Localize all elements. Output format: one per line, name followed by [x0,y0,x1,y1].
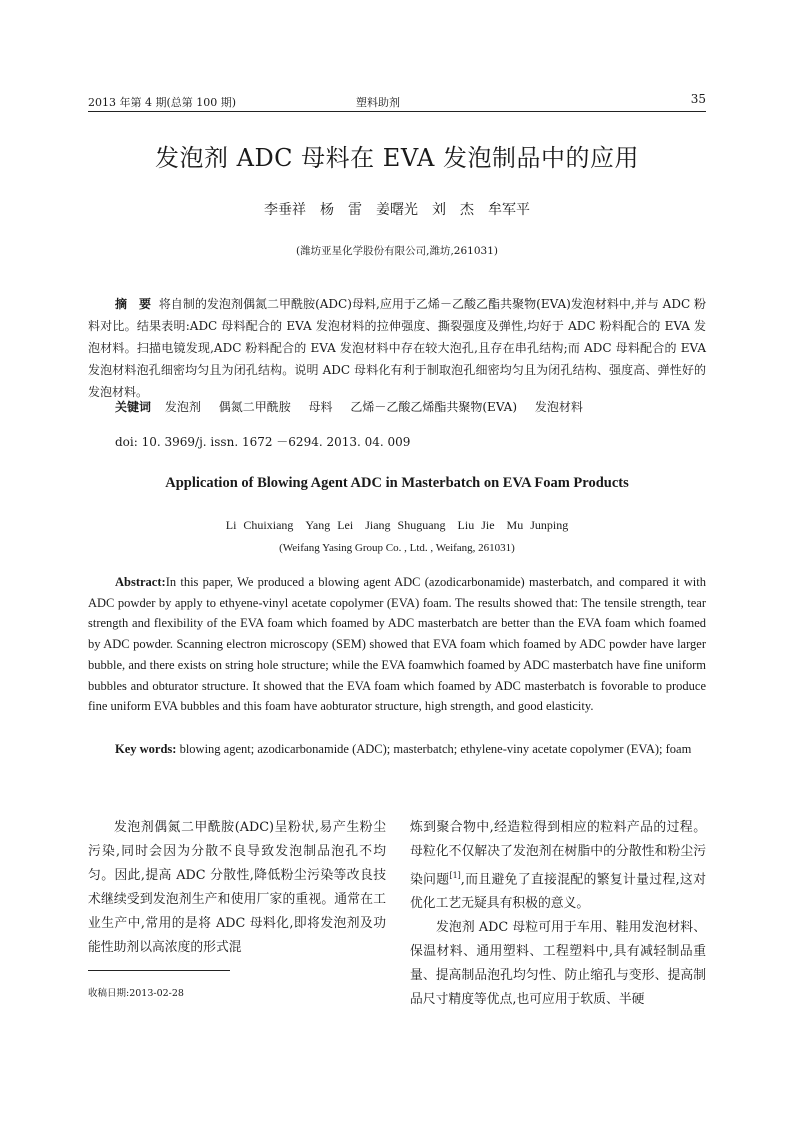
authors-cn: 李垂祥 杨 雷 姜曙光 刘 杰 牟军平 [264,202,530,218]
title-en: Application of Blowing Agent ADC in Masterbatch on EVA Foam Products [165,475,629,491]
journal-name: 塑料助剂 [356,96,400,109]
body-paragraph-continued [410,816,706,916]
issue-info: 2013 年第 4 期(总第 100 期) [88,96,237,109]
title-cn: 发泡剂 ADC 母料在 EVA 发泡制品中的应用 [154,144,639,172]
abstract-cn-text: 将自制的发泡剂偶氮二甲酰胺(ADC)母料,应用于乙烯－乙酸乙酯共聚物(EVA)发泡材料中,并与 ADC 粉料对比。结果表明:ADC 母料配合的 EVA 发泡材料的拉伸强度、撕裂强度及弹性,均好于 ADC 粉料配合的 EVA 发泡材料。扫描电镜发现,ADC 粉料配合的 EVA 发泡材料中存在较大泡孔,且存在串孔结构;而 ADC 母料配合的 EVA 发泡材料泡孔细密均匀且为闭孔结构。说明 ADC 母料化有利于制取泡孔细密均匀且为闭孔结构、强度高、弹性好的发泡材料。 [88,297,706,399]
body-column-left [88,816,386,960]
page-number: 35 [690,92,706,106]
body-text: 炼到聚合物中,经造粒得到相应的粒料产品的过程。母粒化不仅解决了发泡剂在树脂中的分散性和粉尘污染问题 [410,820,706,888]
affiliation-cn: (潍坊亚星化学股份有限公司,潍坊,261031) [296,245,498,257]
keyword-cn: 发泡材料 [534,400,583,414]
body-text: ,而且避免了直接混配的繁复计量过程,这对优化工艺无疑具有积极的意义。 [410,872,706,912]
affiliation-en: (Weifang Yasing Group Co. , Ltd. , Weifang, 261031) [279,542,515,554]
received-date: 收稿日期:2013-02-28 [88,988,184,999]
abstract-en [88,572,706,717]
abstract-en-label: Abstract: [115,575,166,589]
reference-mark[interactable]: [1] [449,871,461,880]
running-head [88,92,706,110]
abstract-cn [88,293,706,403]
keyword-cn: 偶氮二甲酰胺 [218,400,291,414]
keywords-en [88,739,706,760]
header-rule [88,111,706,112]
abstract-en-text: In this paper, We produced a blowing agent ADC (azodicarbonamide) masterbatch, and compared it with ADC powder by apply to ethyene-vinyl acetate copolymer (EVA) foam. The results showed that: The tensile strength, tear strength and flexibility of the EVA foam which foamed by ADC masterbatch are better than the EVA foam which foamed by ADC powder. Scanning electron microscopy (SEM) showed that EVA foam which foamed by ADC powder have larger bubble, and there exists on string hole structure; while the EVA foamwhich foamed by ADC masterbatch have fine uniform bubbles and obturator structure. It showed that the EVA foam which foamed by ADC masterbatch is fovorable to produce fine uniform EVA bubbles and this foam have aobturator structure, high strength, and good elasticity. [88,575,706,714]
keywords-cn-label: 关键词 [115,400,152,414]
keyword-cn: 乙烯－乙酸乙烯酯共聚物(EVA) [350,400,518,414]
keywords-cn [115,398,706,415]
authors-en: Li Chuixiang Yang Lei Jiang Shuguang Liu Jie Mu Junping [225,518,569,532]
body-paragraph: 发泡剂偶氮二甲酰胺(ADC)呈粉状,易产生粉尘污染,同时会因为分散不良导致发泡制品泡孔不均匀。因此,提高 ADC 分散性,降低粉尘污染等改良技术继续受到发泡剂生产和使用厂家的重视。通常在工业生产中,常用的是将 ADC 母料化,即将发泡剂及功能性助剂以高浓度的形式混 [88,820,386,955]
doi: doi: 10. 3969/j. issn. 1672 －6294. 2013. 04. 009 [115,435,411,449]
keyword-cn: 母料 [308,400,333,414]
footnote-rule [88,970,230,971]
keywords-en-text: blowing agent; azodicarbonamide (ADC); masterbatch; ethylene-viny acetate copolymer (EVA); foam [179,742,692,756]
body-paragraph: 发泡剂 ADC 母粒可用于车用、鞋用发泡材料、保温材料、通用塑料、工程塑料中,具有减轻制品重量、提高制品泡孔均匀性、防止缩孔与变形、提高制品尺寸精度等优点,也可应用于软质、半硬 [410,920,706,1008]
keywords-en-label: Key words: [115,742,177,756]
keyword-cn: 发泡剂 [164,400,201,414]
body-column-right [410,816,706,1012]
abstract-cn-label: 摘 要 [115,297,152,311]
